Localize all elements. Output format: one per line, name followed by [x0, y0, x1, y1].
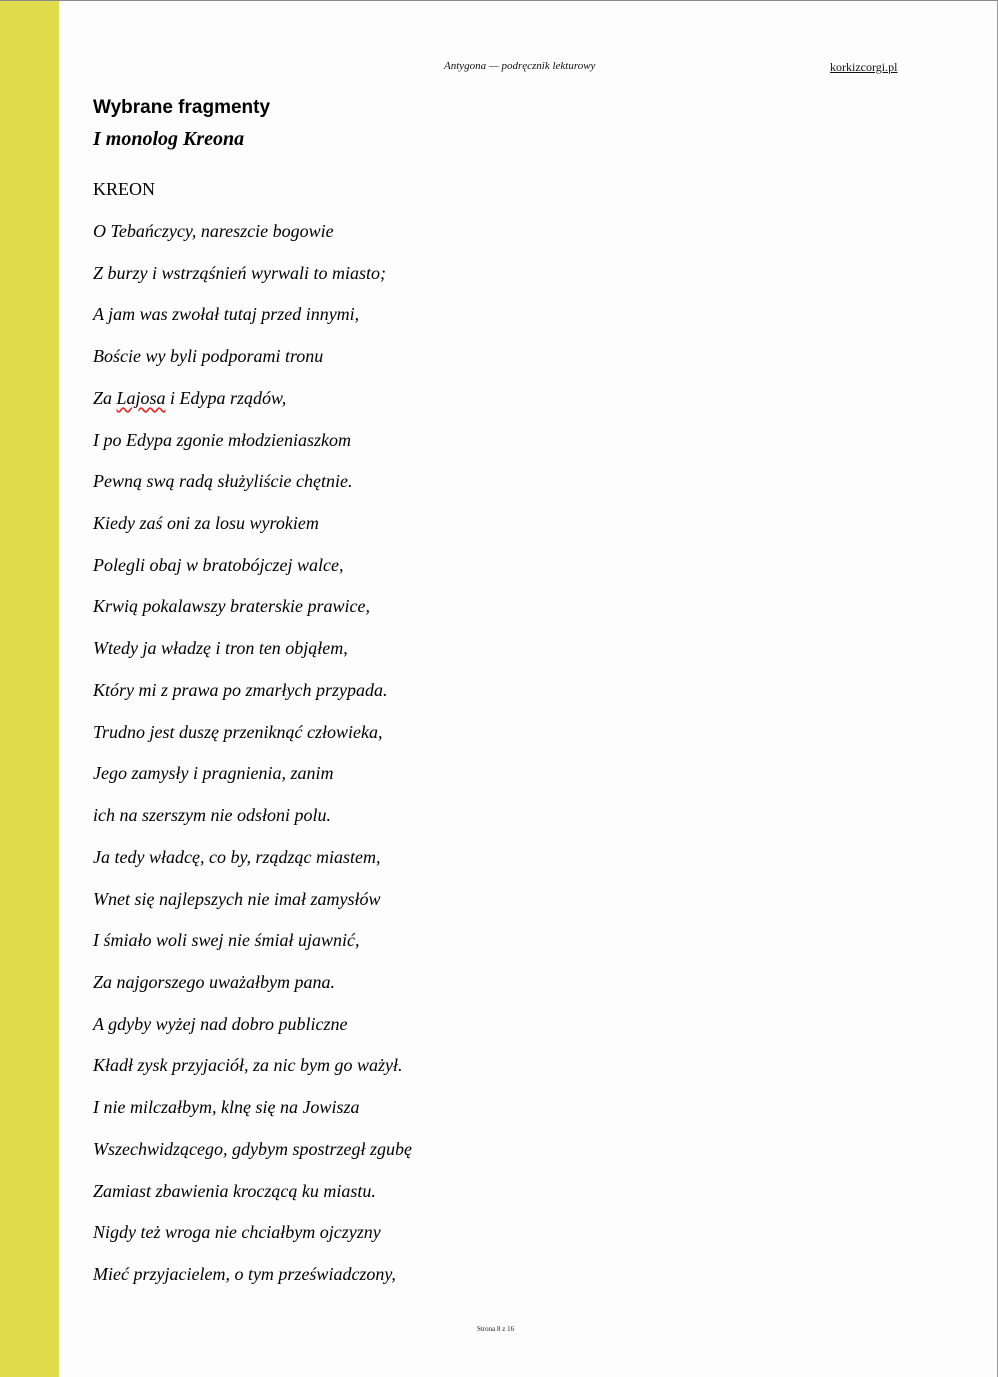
verse-line: Ja tedy władcę, co by, rządząc miastem,: [93, 846, 381, 867]
verse-line: [93, 387, 412, 429]
verse-line: Wnet się najlepszych nie imał zamysłów: [93, 888, 381, 909]
verse-line: Z burzy i wstrząśnień wyrwali to miasto;: [93, 262, 387, 283]
verse-text: Za: [93, 387, 117, 408]
verse-list: [93, 220, 412, 1305]
verse-line: O Tebańczycy, nareszcie bogowie: [93, 221, 334, 241]
verse-line: Kiedy zaś oni za losu wyrokiem: [93, 513, 319, 534]
verse-line: Nigdy też wroga nie chciałbym ojczyzny: [93, 1222, 381, 1243]
verse-line: A gdyby wyżej nad dobro publiczne: [93, 1013, 348, 1034]
verse-line: I śmiało woli swej nie śmiał ujawnić,: [93, 930, 360, 951]
spellcheck-flagged-word: Lajosa: [116, 387, 166, 408]
site-link[interactable]: korkizcorgi.pl: [830, 60, 898, 74]
verse-line: Który mi z prawa po zmarłych przypada.: [93, 679, 388, 700]
verse-text: i Edypa rządów,: [165, 387, 287, 408]
verse-line: Polegli obaj w bratobójczej walce,: [93, 554, 344, 575]
verse-line: I po Edypa zgonie młodzieniaszkom: [93, 429, 351, 450]
verse-line: Mieć przyjacielem, o tym przeświadczony,: [93, 1263, 396, 1284]
running-header-title: Antygona — podręcznik lekturowy: [444, 60, 596, 72]
verse-line: Boście wy byli podporami tronu: [93, 346, 324, 367]
verse-line: Jego zamysły i pragnienia, zanim: [93, 763, 334, 784]
verse-line: Wtedy ja władzę i tron ten objąłem,: [93, 638, 348, 659]
verse-line: Pewną swą radą służyliście chętnie.: [93, 471, 353, 492]
page-number: Strona 8 z 16: [477, 1325, 515, 1333]
verse-line: I nie milczałbym, klnę się na Jowisza: [93, 1097, 360, 1118]
verse-line: Za najgorszego uważałbym pana.: [93, 971, 336, 992]
verse-line: ich na szerszym nie odsłoni polu.: [93, 805, 331, 826]
verse-line: Kładł zysk przyjaciół, za nic bym go ważył.: [93, 1055, 403, 1076]
verse-line: A jam was zwołał tutaj przed innymi,: [93, 304, 360, 325]
verse-line: Krwią pokalawszy braterskie prawice,: [93, 596, 370, 617]
speaker-name: KREON: [93, 179, 155, 199]
verse-line: Trudno jest duszę przeniknąć człowieka,: [93, 721, 383, 742]
verse-line: Zamiast zbawienia kroczącą ku miastu.: [93, 1180, 376, 1201]
verse-line: Wszechwidzącego, gdybym spostrzegł zgubę: [93, 1138, 412, 1159]
sub-title: I monolog Kreona: [93, 128, 245, 150]
yellow-side-bar: [0, 1, 59, 1377]
section-title: Wybrane fragmenty: [93, 97, 271, 118]
